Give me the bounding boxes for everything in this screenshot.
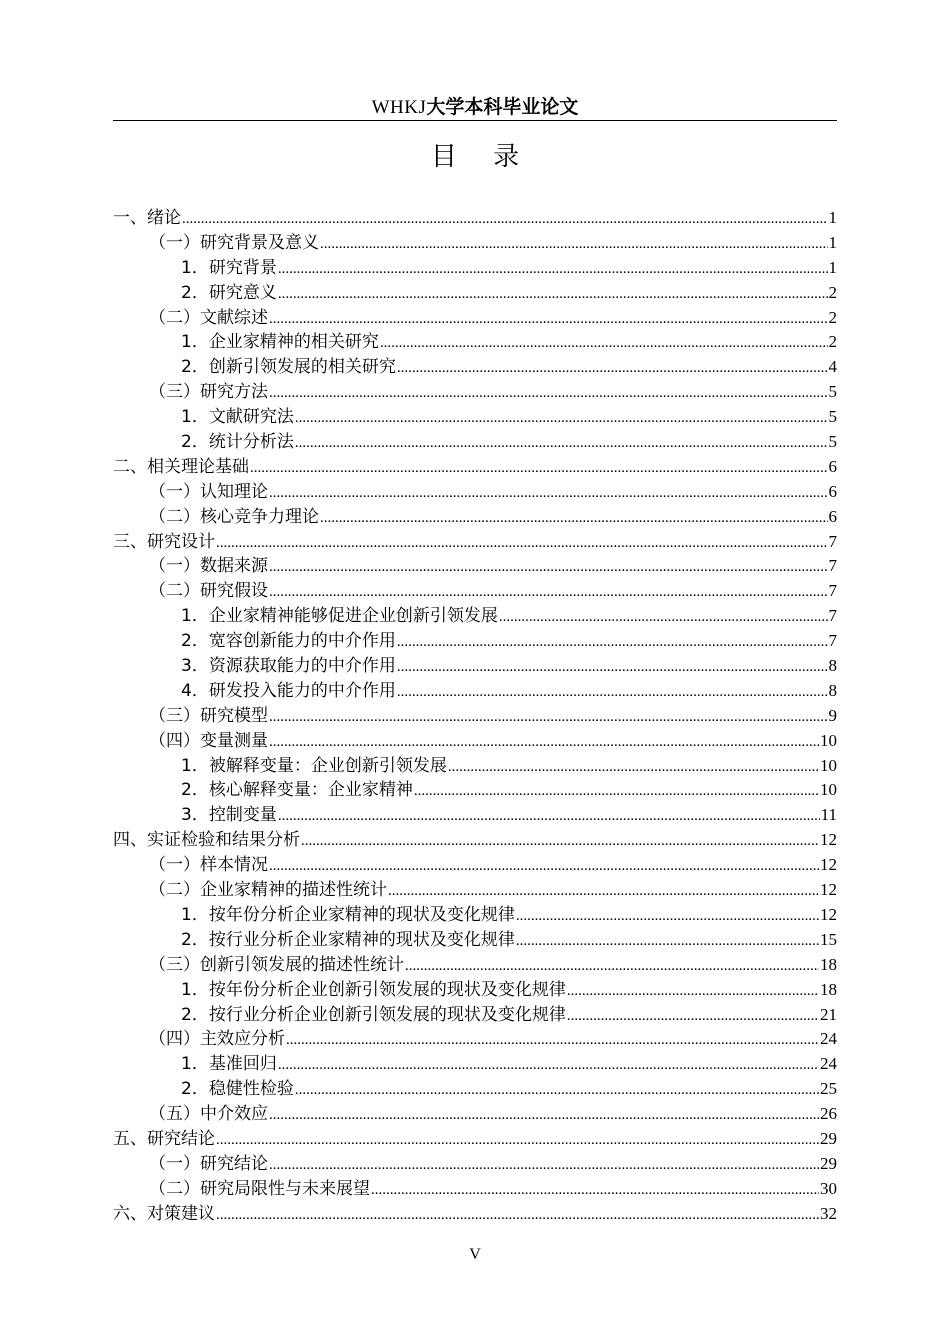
toc-dot-leader xyxy=(269,1153,819,1178)
toc-entry-title: （四）变量测量 xyxy=(149,730,268,751)
toc-dot-leader xyxy=(269,705,828,730)
toc-entry[interactable] xyxy=(113,306,837,331)
toc-entry-page: 9 xyxy=(828,705,837,725)
toc-entry-title: 1．按年份分析企业创新引领发展的现状及变化规律 xyxy=(181,979,566,1000)
toc-entry-title: 1．企业家精神的相关研究 xyxy=(181,332,379,353)
toc-dot-leader xyxy=(414,779,819,804)
toc-dot-leader xyxy=(269,555,828,580)
toc-entry[interactable] xyxy=(113,1077,837,1102)
toc-entry-page: 1 xyxy=(828,257,837,277)
toc-entry-page: 29 xyxy=(820,1128,837,1148)
toc-entry-page: 10 xyxy=(820,730,837,750)
toc-entry-title: 2．统计分析法 xyxy=(181,432,294,453)
toc-entry[interactable] xyxy=(113,430,837,455)
toc-dot-leader xyxy=(295,1078,819,1103)
toc-entry-page: 6 xyxy=(828,506,837,526)
toc-dot-leader xyxy=(320,506,828,531)
toc-entry-title: 2．稳健性检验 xyxy=(181,1079,294,1100)
toc-entry-page: 21 xyxy=(820,1004,837,1024)
toc-entry-title: （四）主效应分析 xyxy=(149,1029,285,1050)
toc-dot-leader xyxy=(397,356,828,381)
toc-entry-title: 2．按行业分析企业创新引领发展的现状及变化规律 xyxy=(181,1004,566,1025)
toc-entry-title: 1．研究背景 xyxy=(181,257,277,278)
toc-entry-page: 32 xyxy=(820,1203,837,1223)
toc-entry-title: 4．研发投入能力的中介作用 xyxy=(181,680,396,701)
toc-entry-page: 7 xyxy=(828,531,837,551)
toc-dot-leader xyxy=(405,954,819,979)
toc-entry-title: （五）中介效应 xyxy=(149,1104,268,1125)
table-of-contents xyxy=(113,206,837,1227)
toc-entry-title: 六、对策建议 xyxy=(113,1203,215,1224)
toc-entry-title: （三）研究方法 xyxy=(149,382,268,403)
toc-entry-page: 2 xyxy=(828,282,837,302)
toc-entry-page: 5 xyxy=(828,407,837,427)
toc-entry-title: 1．被解释变量：企业创新引领发展 xyxy=(181,755,447,776)
toc-dot-leader xyxy=(278,257,828,282)
toc-entry-title: （一）研究结论 xyxy=(149,1153,268,1174)
toc-entry-page: 24 xyxy=(820,1054,837,1074)
toc-entry[interactable] xyxy=(113,754,837,779)
toc-dot-leader xyxy=(371,1178,819,1203)
toc-entry[interactable] xyxy=(113,380,837,405)
toc-entry-page: 25 xyxy=(820,1079,837,1099)
toc-entry-page: 7 xyxy=(828,606,837,626)
toc-entry[interactable] xyxy=(113,1052,837,1077)
toc-entry-title: 2．宽容创新能力的中介作用 xyxy=(181,631,396,652)
toc-dot-leader xyxy=(269,580,828,605)
toc-entry-page: 8 xyxy=(828,680,837,700)
toc-entry-title: （三）研究模型 xyxy=(149,705,268,726)
toc-entry-page: 7 xyxy=(828,556,837,576)
toc-entry-page: 15 xyxy=(820,929,837,949)
toc-entry-title: （二）企业家精神的描述性统计 xyxy=(149,880,387,901)
toc-dot-leader xyxy=(388,879,819,904)
toc-entry-page: 2 xyxy=(828,307,837,327)
toc-entry-title: 1．文献研究法 xyxy=(181,407,294,428)
toc-dot-leader xyxy=(295,406,828,431)
toc-entry[interactable] xyxy=(113,455,837,480)
toc-entry-page: 4 xyxy=(828,357,837,377)
toc-dot-leader xyxy=(320,232,828,257)
page-title: 目 录 xyxy=(430,142,534,172)
header-latin: WHKJ xyxy=(371,97,427,118)
toc-entry-page: 18 xyxy=(820,954,837,974)
toc-entry-page: 8 xyxy=(828,656,837,676)
header-title: 大学本科毕业论文 xyxy=(426,96,579,118)
toc-entry-title: （二）文献综述 xyxy=(149,307,268,328)
toc-dot-leader xyxy=(269,730,819,755)
toc-entry-title: （一）研究背景及意义 xyxy=(149,232,319,253)
toc-entry[interactable] xyxy=(113,554,837,579)
toc-entry-title: 2．创新引领发展的相关研究 xyxy=(181,357,396,378)
toc-dot-leader xyxy=(567,1004,819,1029)
toc-dot-leader xyxy=(295,431,828,456)
toc-entry[interactable] xyxy=(113,330,837,355)
toc-entry[interactable] xyxy=(113,405,837,430)
toc-entry[interactable] xyxy=(113,1152,837,1177)
toc-entry-page: 18 xyxy=(820,979,837,999)
toc-entry-title: （二）研究局限性与未来展望 xyxy=(149,1178,370,1199)
toc-entry-page: 1 xyxy=(828,208,837,227)
toc-dot-leader xyxy=(516,904,819,929)
toc-entry-title: 五、研究结论 xyxy=(113,1128,215,1149)
toc-entry-page: 26 xyxy=(820,1104,837,1124)
toc-entry-title: 2．研究意义 xyxy=(181,282,277,303)
toc-dot-leader xyxy=(269,381,828,406)
toc-entry[interactable] xyxy=(113,231,837,256)
toc-entry-title: 2．按行业分析企业家精神的现状及变化规律 xyxy=(181,929,515,950)
toc-entry-title: 三、研究设计 xyxy=(113,531,215,552)
toc-entry-title: 2．核心解释变量：企业家精神 xyxy=(181,780,413,801)
toc-entry[interactable] xyxy=(113,903,837,928)
toc-entry-title: （一）认知理论 xyxy=(149,481,268,502)
toc-entry[interactable] xyxy=(113,505,837,530)
toc-dot-leader xyxy=(516,929,819,954)
running-header xyxy=(113,94,837,121)
toc-entry[interactable] xyxy=(113,1003,837,1028)
toc-dot-leader xyxy=(499,605,828,630)
toc-dot-leader xyxy=(286,1028,819,1053)
toc-entry[interactable] xyxy=(113,1102,837,1127)
toc-entry-page: 5 xyxy=(828,382,837,402)
toc-entry-page: 12 xyxy=(820,904,837,924)
toc-entry-page: 7 xyxy=(828,581,837,601)
toc-entry[interactable] xyxy=(113,704,837,729)
toc-dot-leader xyxy=(269,481,828,506)
toc-entry-page: 10 xyxy=(820,780,837,800)
toc-entry-title: 二、相关理论基础 xyxy=(113,456,249,477)
toc-entry-title: 1．基准回归 xyxy=(181,1054,277,1075)
toc-entry-page: 7 xyxy=(828,631,837,651)
toc-entry[interactable] xyxy=(113,978,837,1003)
toc-entry-title: 一、绪论 xyxy=(113,208,181,228)
toc-entry[interactable] xyxy=(113,878,837,903)
toc-entry-title: （一）样本情况 xyxy=(149,855,268,876)
toc-entry[interactable] xyxy=(113,928,837,953)
toc-dot-leader xyxy=(269,307,828,332)
page-number: V xyxy=(469,1246,481,1263)
toc-entry-title: 3．资源获取能力的中介作用 xyxy=(181,656,396,677)
toc-dot-leader xyxy=(278,804,820,829)
toc-dot-leader xyxy=(182,207,828,232)
toc-dot-leader xyxy=(448,755,819,780)
toc-entry[interactable] xyxy=(113,256,837,281)
toc-entry-title: （二）研究假设 xyxy=(149,581,268,602)
toc-dot-leader xyxy=(216,1203,819,1228)
toc-dot-leader xyxy=(397,680,828,705)
toc-dot-leader xyxy=(269,1103,819,1128)
toc-entry[interactable] xyxy=(113,953,837,978)
toc-entry[interactable] xyxy=(113,480,837,505)
toc-entry-page: 12 xyxy=(820,880,837,900)
toc-dot-leader xyxy=(380,331,828,356)
toc-dot-leader xyxy=(397,630,828,655)
toc-entry-title: 四、实证检验和结果分析 xyxy=(113,830,300,851)
toc-dot-leader xyxy=(278,1053,819,1078)
toc-entry-title: （一）数据来源 xyxy=(149,556,268,577)
toc-dot-leader xyxy=(301,829,819,854)
toc-entry-page: 10 xyxy=(820,755,837,775)
toc-entry[interactable] xyxy=(113,778,837,803)
toc-entry[interactable] xyxy=(113,579,837,604)
toc-entry-title: 3．控制变量 xyxy=(181,805,277,826)
toc-dot-leader xyxy=(567,979,819,1004)
toc-entry[interactable] xyxy=(113,1127,837,1152)
toc-entry-page: 30 xyxy=(820,1178,837,1198)
toc-dot-leader xyxy=(278,282,828,307)
toc-entry[interactable] xyxy=(113,803,837,828)
toc-entry[interactable] xyxy=(113,530,837,555)
toc-entry-page: 12 xyxy=(820,830,837,850)
toc-entry-page: 5 xyxy=(828,432,837,452)
toc-entry-title: 1．企业家精神能够促进企业创新引领发展 xyxy=(181,606,498,627)
toc-entry[interactable] xyxy=(113,853,837,878)
toc-entry-page: 29 xyxy=(820,1153,837,1173)
toc-dot-leader xyxy=(269,854,819,879)
toc-entry[interactable] xyxy=(113,355,837,380)
toc-entry[interactable] xyxy=(113,828,837,853)
toc-entry-page: 24 xyxy=(820,1029,837,1049)
toc-dot-leader xyxy=(250,456,828,481)
toc-entry-title: （三）创新引领发展的描述性统计 xyxy=(149,954,404,975)
toc-entry[interactable] xyxy=(113,1202,837,1227)
toc-entry-page: 6 xyxy=(828,481,837,501)
toc-entry-page: 1 xyxy=(828,232,837,252)
toc-entry[interactable] xyxy=(113,679,837,704)
toc-dot-leader xyxy=(397,655,828,680)
toc-entry[interactable] xyxy=(113,604,837,629)
toc-entry[interactable] xyxy=(113,206,837,231)
toc-dot-leader xyxy=(216,1128,819,1153)
toc-entry-page: 2 xyxy=(828,332,837,352)
toc-entry[interactable] xyxy=(113,654,837,679)
toc-entry-title: （二）核心竞争力理论 xyxy=(149,506,319,527)
toc-entry[interactable] xyxy=(113,629,837,654)
toc-entry-title: 1．按年份分析企业家精神的现状及变化规律 xyxy=(181,904,515,925)
toc-entry[interactable] xyxy=(113,729,837,754)
toc-entry-page: 12 xyxy=(820,855,837,875)
toc-dot-leader xyxy=(216,531,828,556)
toc-entry-page: 6 xyxy=(828,456,837,476)
toc-entry-page: 11 xyxy=(820,805,837,825)
toc-entry[interactable] xyxy=(113,281,837,306)
toc-entry[interactable] xyxy=(113,1177,837,1202)
toc-entry[interactable] xyxy=(113,1027,837,1052)
